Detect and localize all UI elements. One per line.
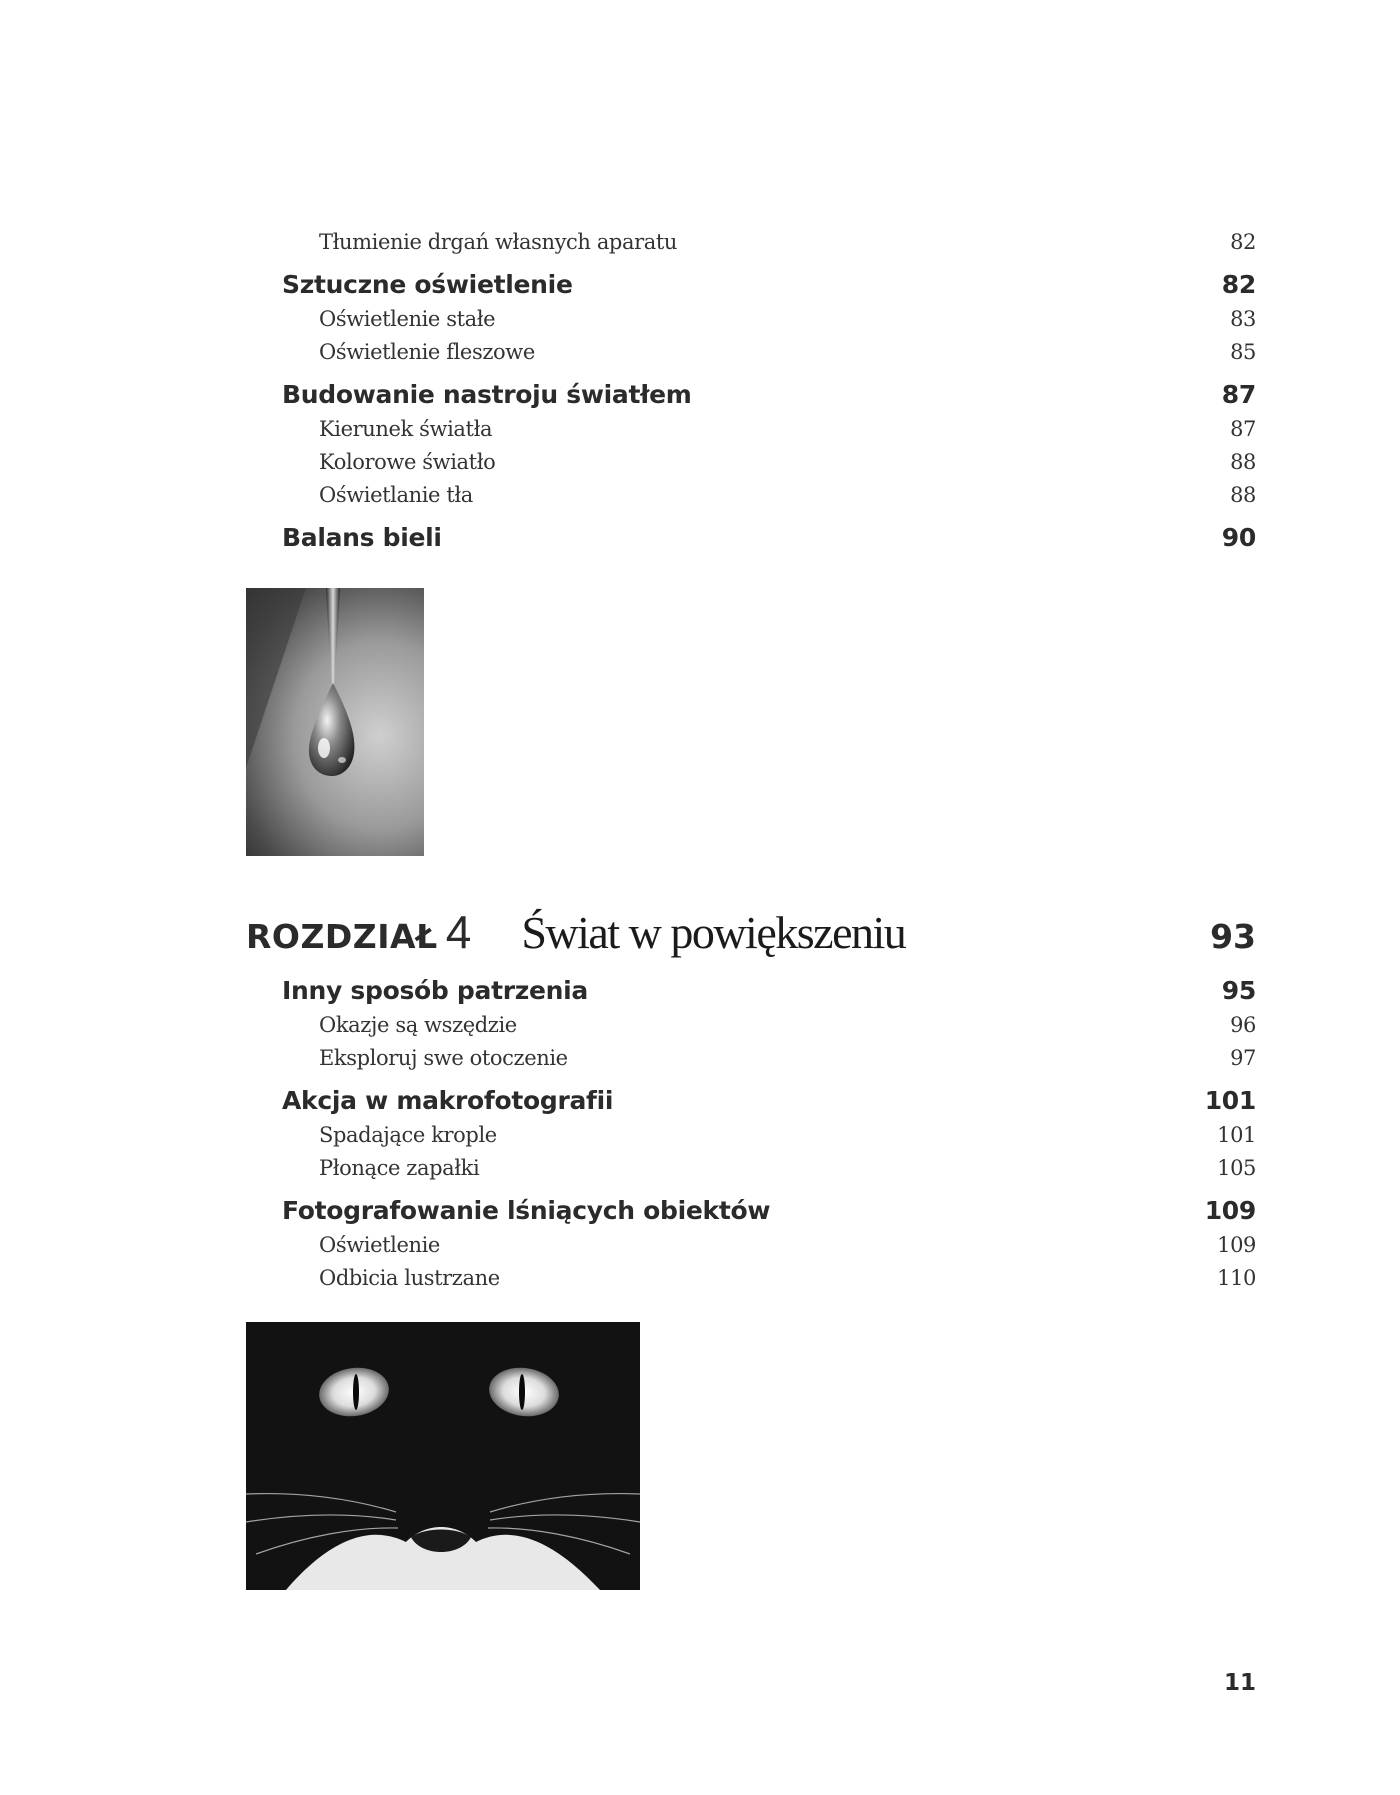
toc-subsection-entry — [282, 1042, 1256, 1075]
toc-entry-page: 83 — [1230, 307, 1256, 331]
page-number: 11 — [1223, 1670, 1256, 1696]
toc-subsection-entry — [282, 1152, 1256, 1185]
toc-entry-page: 88 — [1230, 483, 1256, 507]
toc-entry-page: 87 — [1221, 380, 1256, 409]
toc-subsection-entry — [282, 303, 1256, 336]
toc-section-entry — [282, 520, 1256, 556]
toc-subsection-entry — [282, 336, 1256, 369]
toc-entry-page: 110 — [1217, 1266, 1256, 1290]
cat-face-illustration — [246, 1322, 640, 1590]
toc-list-part1 — [282, 226, 1256, 556]
toc-entry-page: 90 — [1221, 523, 1256, 552]
chapter-label: ROZDZIAŁ — [246, 917, 438, 956]
toc-entry-title: Oświetlenie stałe — [319, 307, 496, 331]
toc-entry-page: 95 — [1221, 976, 1256, 1005]
toc-subsection-entry — [282, 226, 1256, 259]
toc-entry-title: Sztuczne oświetlenie — [282, 270, 573, 299]
water-drop-photo — [246, 588, 424, 856]
toc-entry-title: Akcja w makrofotografii — [282, 1086, 614, 1115]
toc-list-part2 — [282, 965, 1256, 1295]
toc-entry-page: 82 — [1230, 230, 1256, 254]
toc-subsection-entry — [282, 1119, 1256, 1152]
toc-subsection-entry — [282, 1009, 1256, 1042]
toc-entry-page: 85 — [1230, 340, 1256, 364]
toc-entry-page: 88 — [1230, 450, 1256, 474]
toc-section-entry — [282, 973, 1256, 1009]
toc-entry-title: Odbicia lustrzane — [319, 1266, 500, 1290]
toc-subsection-entry — [282, 446, 1256, 479]
water-drop-illustration — [246, 588, 424, 856]
toc-subsection-entry — [282, 413, 1256, 446]
toc-entry-title: Inny sposób patrzenia — [282, 976, 588, 1005]
toc-entry-title: Kolorowe światło — [319, 450, 496, 474]
toc-subsection-entry — [282, 1229, 1256, 1262]
black-cat-photo — [246, 1322, 640, 1590]
toc-entry-page: 87 — [1230, 417, 1256, 441]
toc-entry-title: Spadające krople — [319, 1123, 497, 1147]
toc-section-entry — [282, 377, 1256, 413]
toc-entry-page: 109 — [1204, 1196, 1256, 1225]
toc-entry-title: Okazje są wszędzie — [319, 1013, 517, 1037]
toc-entry-title: Płonące zapałki — [319, 1156, 480, 1180]
toc-entry-title: Oświetlanie tła — [319, 483, 473, 507]
chapter-heading — [246, 905, 1256, 965]
toc-subsection-entry — [282, 479, 1256, 512]
toc-entry-title: Budowanie nastroju światłem — [282, 380, 692, 409]
toc-entry-page: 97 — [1230, 1046, 1256, 1070]
chapter-page: 93 — [1210, 917, 1256, 956]
toc-entry-title: Oświetlenie — [319, 1233, 440, 1257]
toc-entry-page: 109 — [1217, 1233, 1256, 1257]
chapter-title: Świat w powiększeniu — [521, 907, 906, 958]
toc-entry-title: Fotografowanie lśniących obiektów — [282, 1196, 771, 1225]
toc-subsection-entry — [282, 1262, 1256, 1295]
toc-entry-page: 82 — [1221, 270, 1256, 299]
toc-entry-title: Tłumienie drgań własnych aparatu — [319, 230, 678, 254]
toc-section-entry — [282, 267, 1256, 303]
toc-entry-page: 101 — [1217, 1123, 1256, 1147]
chapter-number: 4 — [445, 906, 472, 958]
toc-entry-title: Oświetlenie fleszowe — [319, 340, 535, 364]
toc-entry-title: Eksploruj swe otoczenie — [319, 1046, 568, 1070]
toc-entry-page: 96 — [1230, 1013, 1256, 1037]
toc-entry-page: 105 — [1217, 1156, 1256, 1180]
toc-section-entry — [282, 1193, 1256, 1229]
toc-entry-page: 101 — [1204, 1086, 1256, 1115]
toc-section-entry — [282, 1083, 1256, 1119]
toc-entry-title: Balans bieli — [282, 523, 442, 552]
toc-entry-title: Kierunek światła — [319, 417, 493, 441]
